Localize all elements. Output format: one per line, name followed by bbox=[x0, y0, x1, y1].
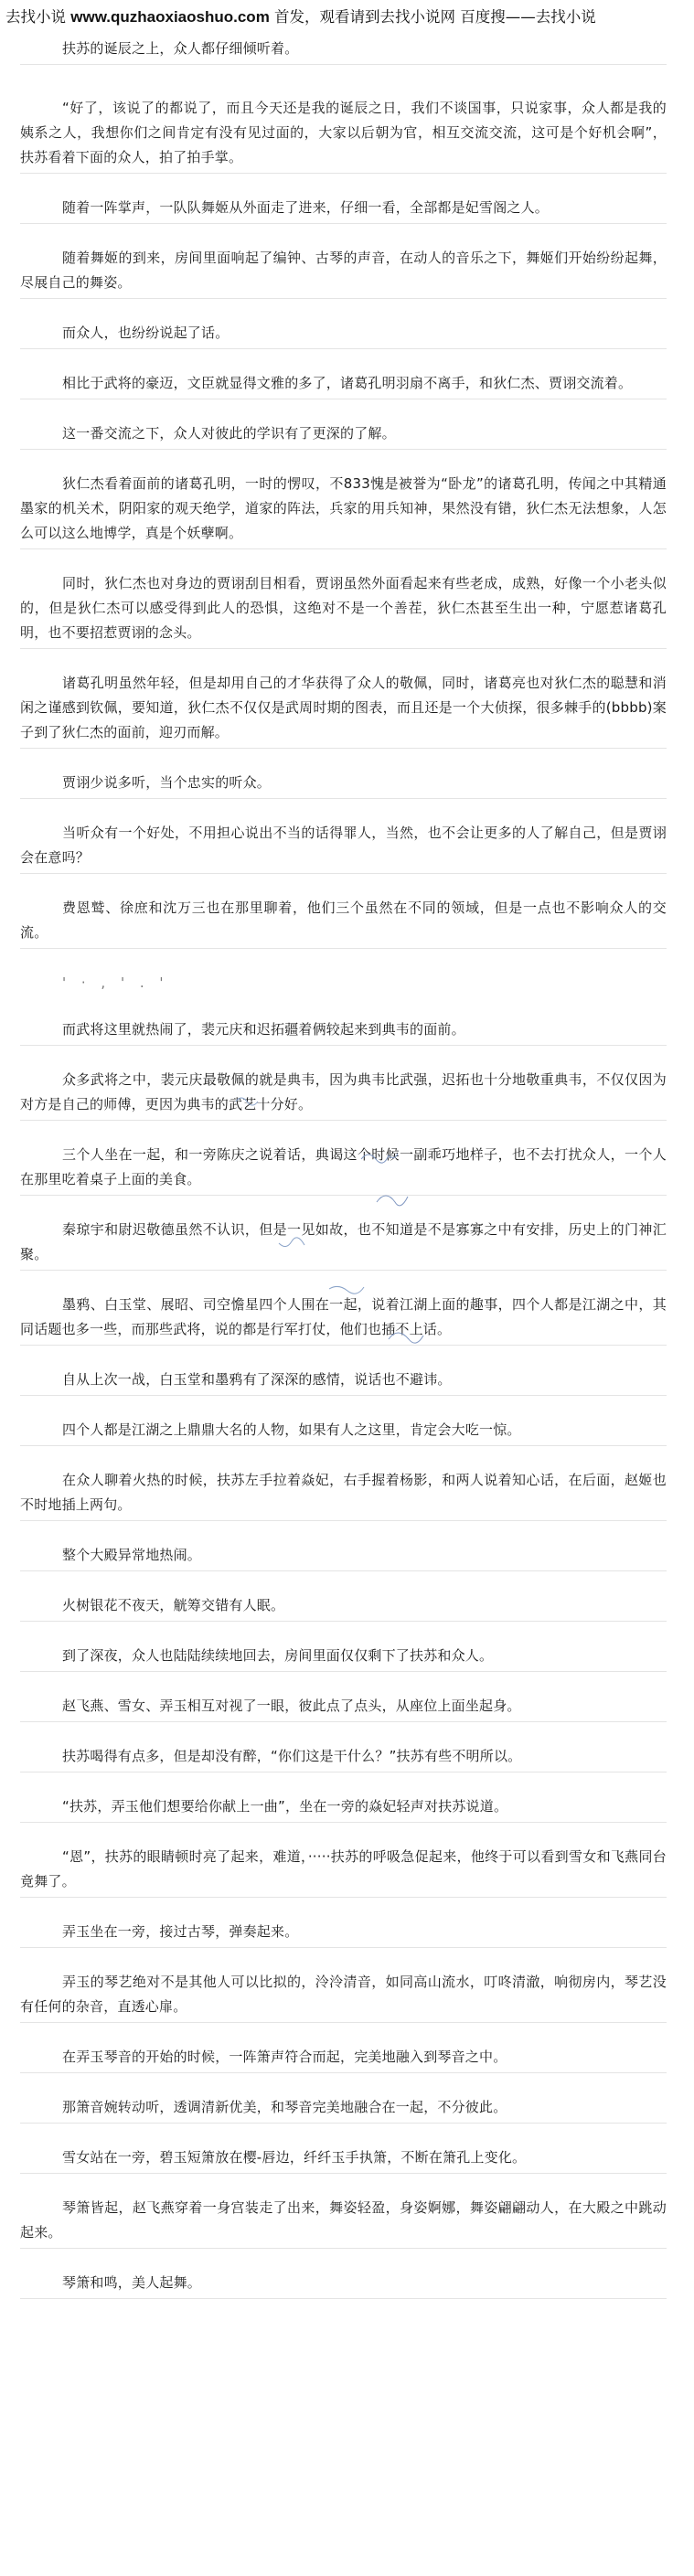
paragraph: 扶苏的诞辰之上，众人都仔细倾听着。 bbox=[20, 37, 667, 65]
paragraph: 狄仁杰看着面前的诸葛孔明，一时的愣叹，不833愧是被誉为“卧龙”的诸葛孔明，传闻之中其精通墨家的机关术，阴阳家的观天绝学，道家的阵法，兵家的用兵知神，果然没有错，狄仁杰无法想象，人怎么可以这么地博学，真是个妖孽啊。 bbox=[20, 472, 667, 549]
paragraph: 弄玉坐在一旁，接过古琴，弹奏起来。 bbox=[20, 1920, 667, 1948]
paragraph: 三个人坐在一起，和一旁陈庆之说着话，典谒这个时候一副乖巧地样子，也不去打扰众人，一个人在那里吃着桌子上面的美食。 bbox=[20, 1143, 667, 1196]
paragraph: 火树银花不夜天，觥筹交错有人眠。 bbox=[20, 1593, 667, 1622]
paragraph: 赵飞燕、雪女、弄玉相互对视了一眼，彼此点了点头，从座位上面坐起身。 bbox=[20, 1694, 667, 1722]
paragraph: 雪女站在一旁，碧玉短箫放在樱-唇边，纤纤玉手执箫，不断在箫孔上变化。 bbox=[20, 2145, 667, 2174]
paragraph: 相比于武将的豪迈，文臣就显得文雅的多了，诸葛孔明羽扇不离手，和狄仁杰、贾诩交流着。 bbox=[20, 371, 667, 399]
paragraph: 随着一阵掌声，一队队舞姬从外面走了进来，仔细一看，全部都是妃雪阁之人。 bbox=[20, 196, 667, 224]
paragraph: 贾诩少说多听，当个忠实的听众。 bbox=[20, 771, 667, 799]
paragraph: 四个人都是江湖之上鼎鼎大名的人物，如果有人之这里，肯定会大吃一惊。 bbox=[20, 1418, 667, 1446]
paragraph: 这一番交流之下，众人对彼此的学识有了更深的了解。 bbox=[20, 421, 667, 450]
paragraph: 众多武将之中，裴元庆最敬佩的就是典韦，因为典韦比武强，迟拓也十分地敬重典韦，不仅仅因为对方是自己的师傅，更因为典韦的武艺十分好。 bbox=[20, 1068, 667, 1121]
paragraph: 在弄玉琴音的开始的时候，一阵箫声符合而起，完美地融入到琴音之中。 bbox=[20, 2045, 667, 2073]
paragraph: 秦琼宇和尉迟敬德虽然不认识，但是一见如故，也不知道是不是寡寡之中有安排，历史上的门神汇聚。 bbox=[20, 1218, 667, 1271]
paragraph: 而武将这里就热闹了，裴元庆和迟拓疆着俩较起来到典韦的面前。 bbox=[20, 1017, 667, 1046]
paragraph: 弄玉的琴艺绝对不是其他人可以比拟的，泠泠清音，如同高山流水，叮咚清澈，响彻房内，琴艺没有任何的杂音，直透心扉。 bbox=[20, 1970, 667, 2023]
paragraph: 自从上次一战，白玉堂和墨鸦有了深深的感情，说话也不避讳。 bbox=[20, 1368, 667, 1396]
site-header bbox=[0, 0, 694, 35]
paragraph: 整个大殿异常地热闹。 bbox=[20, 1543, 667, 1571]
paragraph: “好了，该说了的都说了，而且今天还是我的诞辰之日，我们不谈国事，只说家事，众人都是我的姨系之人，我想你们之间肯定有没有见过面的，大家以后朝为官，相互交流交流，这可是个好机会啊”，扶苏看着下面的众人，拍了拍手掌。 bbox=[20, 96, 667, 174]
paragraph: 当听众有一个好处，不用担心说出不当的话得罪人，当然，也不会让更多的人了解自己，但是贾诩会在意吗？ bbox=[20, 821, 667, 874]
paragraph: 而众人，也纷纷说起了话。 bbox=[20, 321, 667, 349]
paragraph: 墨鸦、白玉堂、展昭、司空憺星四个人围在一起，说着江湖上面的趣事，四个人都是江湖之中，其同话题也多一些，而那些武将，说的都是行军打仗，他们也插不上话。 bbox=[20, 1293, 667, 1346]
chapter-body bbox=[0, 37, 694, 2321]
header-prefix: 去找小说 bbox=[5, 8, 71, 26]
paragraph: 到了深夜，众人也陆陆续续地回去，房间里面仅仅剩下了扶苏和众人。 bbox=[20, 1644, 667, 1672]
paragraph: 琴箫皆起，赵飞燕穿着一身宫装走了出来，舞姿轻盈，身姿婀娜，舞姿翩翩动人，在大殿之中跳动起来。 bbox=[20, 2196, 667, 2249]
paragraph: “恩”，扶苏的眼睛顿时亮了起来，难道，·····扶苏的呼吸急促起来，他终于可以看到雪女和飞燕同台竟舞了。 bbox=[20, 1845, 667, 1898]
paragraph: 诸葛孔明虽然年轻，但是却用自己的才华获得了众人的敬佩，同时，诸葛亮也对狄仁杰的聪慧和消闲之谨感到钦佩，要知道，狄仁杰不仅仅是武周时期的图表，而且还是一个大侦探，很多棘手的(bbbb)案子到了狄仁杰的面前，迎刃而解。 bbox=[20, 671, 667, 749]
paragraph: 费恩鹫、徐庶和沈万三也在那里聊着，他们三个虽然在不同的领域，但是一点也不影响众人的交流。 bbox=[20, 896, 667, 949]
paragraph: 琴箫和鸣，美人起舞。 bbox=[20, 2271, 667, 2299]
garbled-fragment: ' · , ' . ' bbox=[62, 974, 169, 991]
paragraph: 那箫音婉转动听，透调清新优美，和琴音完美地融合在一起，不分彼此。 bbox=[20, 2095, 667, 2124]
paragraph: “扶苏，弄玉他们想要给你献上一曲”，坐在一旁的焱妃轻声对扶苏说道。 bbox=[20, 1794, 667, 1823]
site-url-link[interactable]: www.quzhaoxiaoshuo.com bbox=[70, 8, 270, 26]
paragraph: 扶苏喝得有点多，但是却没有醉，“你们这是干什么？”扶苏有些不明所以。 bbox=[20, 1744, 667, 1772]
paragraph: 随着舞姬的到来，房间里面响起了编钟、古琴的声音，在动人的音乐之下，舞姬们开始纷纷起舞，尽展自己的舞姿。 bbox=[20, 246, 667, 299]
header-suffix: 首发，观看请到去找小说网 百度搜——去找小说 bbox=[269, 8, 596, 26]
paragraph: 在众人聊着火热的时候，扶苏左手拉着焱妃，右手握着杨影，和两人说着知心话，在后面，赵姬也不时地插上两句。 bbox=[20, 1468, 667, 1521]
paragraph: 同时，狄仁杰也对身边的贾诩刮目相看，贾诩虽然外面看起来有些老成，成熟，好像一个小老头似的，但是狄仁杰可以感受得到此人的恐惧，这绝对不是一个善茬，狄仁杰甚至生出一种，宁愿惹诸葛孔明，也不要招惹贾诩的念头。 bbox=[20, 571, 667, 649]
